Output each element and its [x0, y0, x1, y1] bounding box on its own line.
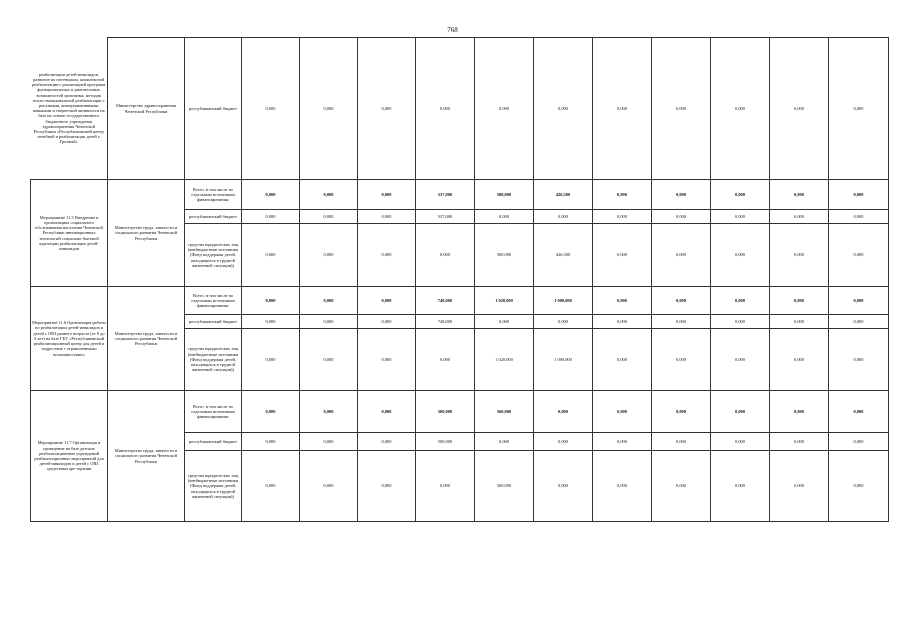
value-cell: 0,000	[534, 315, 593, 329]
value-cell: 0,000	[475, 315, 534, 329]
value-cell: 0,000	[829, 180, 889, 210]
value-cell: 0,000	[358, 315, 416, 329]
value-cell: 0,000	[652, 224, 711, 287]
value-cell: 0,000	[534, 451, 593, 522]
value-cell: 426,500	[534, 224, 593, 287]
value-cell: 0,000	[829, 433, 889, 451]
value-cell: 0,000	[534, 391, 593, 433]
value-cell: 0,000	[358, 210, 416, 224]
value-cell: 500,000	[416, 391, 475, 433]
value-cell: 426,500	[534, 180, 593, 210]
funding-source-cell: Всего, в том числе по отдельным источникам финансирования:	[185, 180, 242, 210]
budget-table	[30, 37, 889, 522]
value-cell: 0,000	[475, 38, 534, 180]
value-cell: 0,000	[358, 287, 416, 315]
value-cell: 0,000	[416, 329, 475, 391]
value-cell: 0,000	[242, 180, 300, 210]
value-cell: 0,000	[534, 210, 593, 224]
value-cell: 0,000	[300, 433, 358, 451]
value-cell: 0,000	[829, 315, 889, 329]
table-row	[31, 180, 889, 210]
value-cell: 0,000	[300, 315, 358, 329]
value-cell: 748,000	[416, 287, 475, 315]
value-cell: 0,000	[300, 224, 358, 287]
value-cell: 0,000	[242, 210, 300, 224]
value-cell: 0,000	[711, 224, 770, 287]
value-cell: 0,000	[829, 38, 889, 180]
value-cell: 0,000	[593, 224, 652, 287]
value-cell: 0,000	[711, 180, 770, 210]
value-cell: 0,000	[358, 180, 416, 210]
value-cell: 0,000	[300, 329, 358, 391]
value-cell: 0,000	[358, 38, 416, 180]
value-cell: 0,000	[300, 451, 358, 522]
value-cell: 0,000	[358, 224, 416, 287]
value-cell: 0,000	[593, 287, 652, 315]
value-cell: 0,000	[242, 224, 300, 287]
value-cell: 0,000	[358, 391, 416, 433]
value-cell: 0,000	[242, 315, 300, 329]
value-cell: 500,000	[475, 180, 534, 210]
value-cell: 0,000	[829, 224, 889, 287]
value-cell: 0,000	[593, 315, 652, 329]
value-cell: 0,000	[829, 210, 889, 224]
value-cell: 1 000,000	[534, 287, 593, 315]
value-cell: 0,000	[300, 180, 358, 210]
value-cell: 0,000	[770, 433, 829, 451]
executor-cell: Министерство труда, занятости и социального развития Чеченской Республики	[108, 180, 185, 287]
event-cell: Мероприятие 11.6 Организация работы по реабилитации детей-инвалидов и детей с ОВЗ раннего возраста (от 0 до 3 лет) на базе ГБУ «Республиканский реабилитационный центр для детей и подростков с ограниченными возможностями»	[31, 287, 108, 391]
value-cell: 537,000	[416, 210, 475, 224]
value-cell: 0,000	[711, 391, 770, 433]
value-cell: 0,000	[652, 315, 711, 329]
value-cell: 0,000	[652, 451, 711, 522]
event-cell: Мероприятие 11.5 Внедрение в организациях социального обслуживания населения Чеченской Республики инновационных технологий социально-бытовой адаптации реабилитации детей-инвалидов	[31, 180, 108, 287]
value-cell: 1 020,000	[475, 329, 534, 391]
funding-source-cell: республиканский бюджет	[185, 38, 242, 180]
value-cell: 0,000	[242, 38, 300, 180]
funding-source-cell: республиканский бюджет	[185, 315, 242, 329]
value-cell: 0,000	[242, 287, 300, 315]
value-cell: 0,000	[770, 451, 829, 522]
value-cell: 0,000	[652, 433, 711, 451]
page-number: 768	[447, 26, 458, 34]
funding-source-cell: республиканский бюджет	[185, 210, 242, 224]
executor-cell: Министерство труда, занятости и социального развития Чеченской Республики	[108, 391, 185, 522]
value-cell: 0,000	[416, 451, 475, 522]
value-cell: 0,000	[242, 451, 300, 522]
value-cell: 0,000	[300, 391, 358, 433]
value-cell: 0,000	[652, 329, 711, 391]
value-cell: 0,000	[770, 315, 829, 329]
value-cell: 0,000	[829, 451, 889, 522]
value-cell: 0,000	[829, 287, 889, 315]
value-cell: 0,000	[711, 329, 770, 391]
value-cell: 0,000	[711, 287, 770, 315]
value-cell: 0,000	[475, 210, 534, 224]
value-cell: 0,000	[711, 451, 770, 522]
value-cell: 0,000	[652, 180, 711, 210]
funding-source-cell: Всего, в том числе по отдельным источникам финансирования:	[185, 287, 242, 315]
value-cell: 0,000	[534, 433, 593, 451]
executor-cell: Министерство труда, занятости и социального развития Чеченской Республики	[108, 287, 185, 391]
value-cell: 0,000	[358, 433, 416, 451]
value-cell: 0,000	[593, 329, 652, 391]
value-cell: 560,000	[475, 391, 534, 433]
event-cell: реабилитации детей-инвалидов, развитие их потенциала, комплексной реабилитации с реализацией программ функциональных и двигательных возможностей организма, методик психо-эмоциональной реабилитации с рисунками, коммуникативными навыками и творческой активности на базе на основе государственного бюджетного учреждения здравоохранения Чеченской Республики «Республиканский центр лечебной и реабилитации детей г. Грозный»	[31, 38, 108, 180]
value-cell: 500,000	[416, 433, 475, 451]
value-cell: 0,000	[711, 38, 770, 180]
value-cell: 0,000	[475, 433, 534, 451]
funding-source-cell: средства юридических лиц (внебюджетные источники (Фонд поддержки детей, находящихся в трудной жизненной ситуации))	[185, 451, 242, 522]
value-cell: 748,000	[416, 315, 475, 329]
value-cell: 0,000	[770, 287, 829, 315]
value-cell: 0,000	[770, 38, 829, 180]
value-cell: 0,000	[770, 224, 829, 287]
value-cell: 0,000	[770, 210, 829, 224]
value-cell: 0,000	[711, 315, 770, 329]
value-cell: 0,000	[829, 391, 889, 433]
event-cell: Мероприятие 11.7 Организация и проведение на базе детских реабилитационных учреждений реабилитационных мероприятий для детей-инвалидов и детей с ОВЗ средствами арт-терапии	[31, 391, 108, 522]
value-cell: 0,000	[416, 38, 475, 180]
value-cell: 0,000	[829, 329, 889, 391]
value-cell: 0,000	[593, 180, 652, 210]
value-cell: 0,000	[300, 38, 358, 180]
value-cell: 0,000	[652, 287, 711, 315]
value-cell: 1 000,000	[534, 329, 593, 391]
value-cell: 1 020,000	[475, 287, 534, 315]
value-cell: 0,000	[770, 329, 829, 391]
value-cell: 0,000	[593, 210, 652, 224]
value-cell: 0,000	[242, 391, 300, 433]
value-cell: 0,000	[300, 287, 358, 315]
value-cell: 0,000	[358, 329, 416, 391]
funding-source-cell: средства юридических лиц (внебюджетные источники (Фонд поддержки детей, находящихся в трудной жизненной ситуации))	[185, 329, 242, 391]
value-cell: 0,000	[770, 391, 829, 433]
value-cell: 500,000	[475, 224, 534, 287]
value-cell: 0,000	[534, 38, 593, 180]
table-row	[31, 287, 889, 315]
value-cell: 0,000	[652, 391, 711, 433]
executor-cell: Министерство здравоохранения Чеченской Республики	[108, 38, 185, 180]
value-cell: 0,000	[358, 451, 416, 522]
funding-source-cell: средства юридических лиц (внебюджетные источники (Фонд поддержки детей, находящихся в трудной жизненной ситуации))	[185, 224, 242, 287]
value-cell: 0,000	[652, 210, 711, 224]
value-cell: 0,000	[652, 38, 711, 180]
value-cell: 0,000	[242, 433, 300, 451]
value-cell: 537,000	[416, 180, 475, 210]
value-cell: 0,000	[593, 451, 652, 522]
value-cell: 0,000	[593, 433, 652, 451]
value-cell: 560,000	[475, 451, 534, 522]
value-cell: 0,000	[770, 180, 829, 210]
funding-source-cell: Всего, в том числе по отдельным источникам финансирования:	[185, 391, 242, 433]
value-cell: 0,000	[593, 38, 652, 180]
value-cell: 0,000	[416, 224, 475, 287]
table-row	[31, 38, 889, 180]
table-row	[31, 391, 889, 433]
funding-source-cell: республиканский бюджет	[185, 433, 242, 451]
value-cell: 0,000	[711, 433, 770, 451]
value-cell: 0,000	[300, 210, 358, 224]
value-cell: 0,000	[242, 329, 300, 391]
value-cell: 0,000	[711, 210, 770, 224]
value-cell: 0,000	[593, 391, 652, 433]
